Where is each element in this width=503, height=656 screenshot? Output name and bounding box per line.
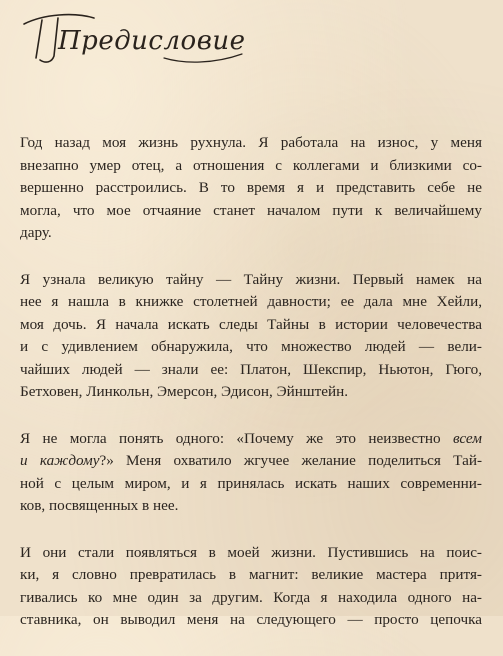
text-line: могла, что мое отчаяние станет началом пути к величайшему bbox=[20, 201, 482, 219]
text-line: чайших людей — знали ее: Платон, Шекспир, Ньютон, Гюго, bbox=[20, 360, 482, 378]
chapter-heading bbox=[14, 6, 254, 72]
text-line: гивались ко мне один за другим. Когда я находила одного на- bbox=[20, 588, 482, 606]
paragraph-3 bbox=[20, 428, 482, 518]
text-line bbox=[20, 428, 482, 451]
text-line: Бетховен, Линкольн, Эмерсон, Эдисон, Эйнштейн. bbox=[20, 383, 349, 400]
text-run: ?» Меня охватило жгучее желание поделиться Тай- bbox=[99, 452, 483, 469]
text-line: ков, посвященных в нее. bbox=[20, 497, 179, 514]
text-line: внезапно умер отец, а отношения с коллегами и близкими со- bbox=[20, 156, 482, 174]
chapter-title: Предисловие bbox=[58, 26, 246, 56]
text-line bbox=[20, 450, 482, 473]
paragraph-1 bbox=[20, 132, 482, 245]
text-line: Я узнала великую тайну — Тайну жизни. Первый намек на bbox=[20, 270, 482, 288]
text-run: Я не могла понять одного: «Почему же это неизвестно bbox=[20, 429, 453, 447]
body-text bbox=[20, 132, 482, 656]
text-line: и с удивлением обнаружила, что множество людей — вели- bbox=[20, 338, 482, 355]
text-line: ной с целым миром, и я принялась искать наших современни- bbox=[20, 474, 482, 492]
text-line: Год назад моя жизнь рухнула. Я работала на износ, у меня bbox=[20, 134, 482, 151]
text-line: вершенно расстроились. В то время я и представить себе не bbox=[20, 179, 482, 196]
text-line: ставника, он выводил меня на следующего — просто цепочка bbox=[20, 611, 482, 628]
text-line: моя дочь. Я начала искать следы Тайны в истории человечества bbox=[20, 315, 482, 333]
emphasized-text: и каждому bbox=[20, 452, 100, 469]
emphasized-text: всем bbox=[453, 429, 482, 447]
text-line: дару. bbox=[20, 224, 52, 241]
text-line: ки, я словно превратилась в магнит: великие мастера притя- bbox=[20, 566, 482, 583]
paragraph-2 bbox=[20, 269, 482, 404]
paragraph-4 bbox=[20, 542, 482, 632]
text-line: И они стали появляться в моей жизни. Пустившись на поис- bbox=[20, 543, 482, 561]
text-line: нее я нашла в книжке столетней давности; ее дала мне Хейли, bbox=[20, 293, 482, 310]
